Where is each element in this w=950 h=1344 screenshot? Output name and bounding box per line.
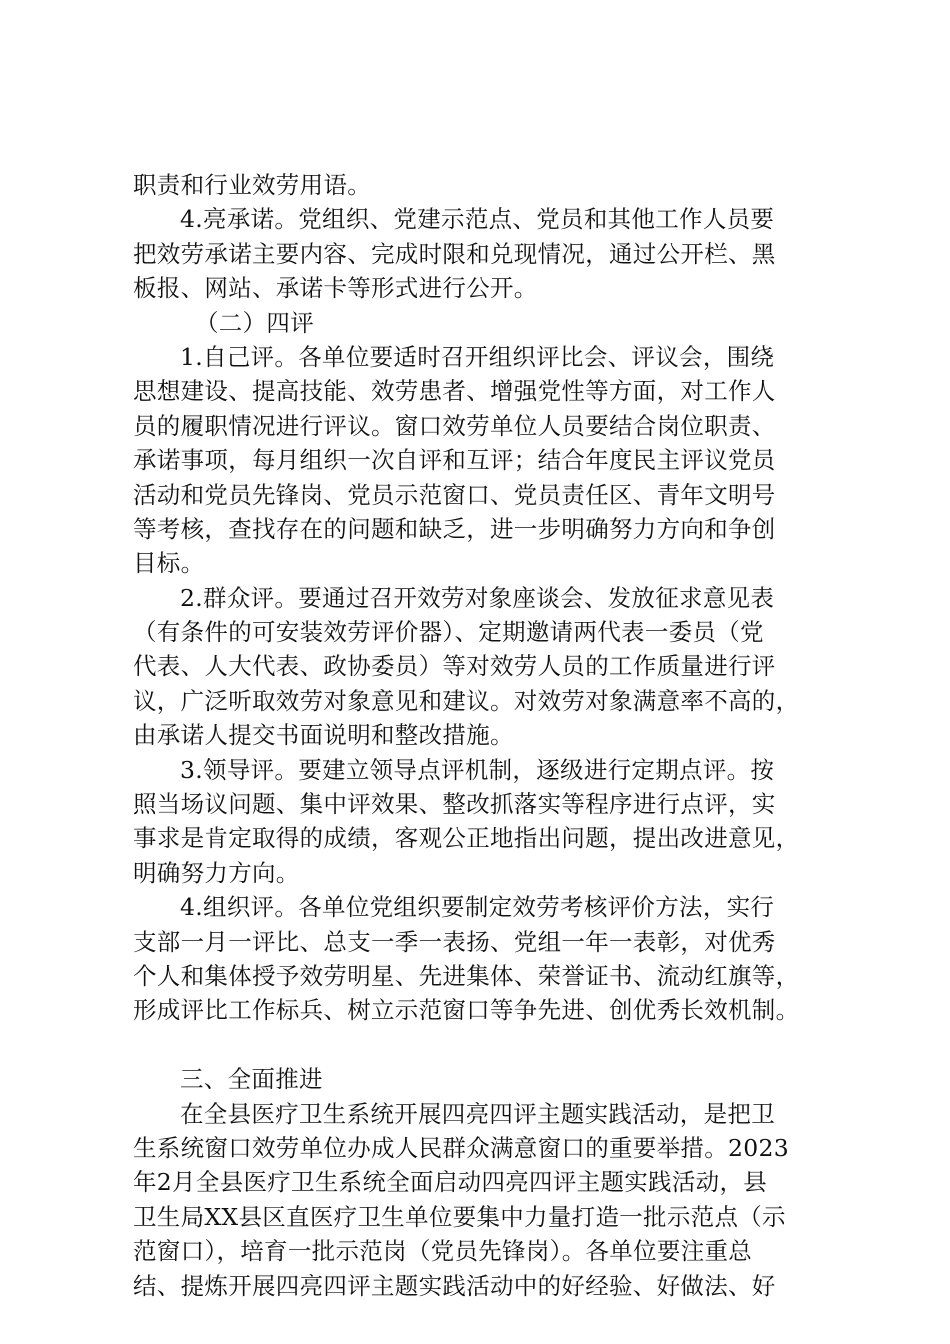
paragraph-line: 事求是肯定取得的成绩，客观公正地指出问题，提出改进意见， xyxy=(133,824,800,853)
paragraph-line: 议，广泛听取效劳对象意见和建议。对效劳对象满意率不高的， xyxy=(133,686,800,715)
paragraph-line: 承诺事项，每月组织一次自评和互评；结合年度民主评议党员 xyxy=(133,446,776,475)
paragraph-line: 板报、网站、承诺卡等形式进行公开。 xyxy=(133,274,538,303)
section-heading: 三、全面推进 xyxy=(180,1065,323,1094)
paragraph-line: 明确努力方向。 xyxy=(133,858,300,887)
section-heading: （二）四评 xyxy=(195,308,314,337)
paragraph-line: 代表、人大代表、政协委员）等对效劳人员的工作质量进行评 xyxy=(133,652,776,681)
paragraph-line: 等考核，查找存在的问题和缺乏，进一步明确努力方向和争创 xyxy=(133,514,776,543)
paragraph-line: 形成评比工作标兵、树立示范窗口等争先进、创优秀长效机制。 xyxy=(133,996,800,1025)
paragraph-line: 卫生局XX县区直医疗卫生单位要集中力量打造一批示范点（示 xyxy=(133,1202,786,1231)
paragraph-line: 把效劳承诺主要内容、完成时限和兑现情况，通过公开栏、黑 xyxy=(133,239,776,268)
paragraph-line: 1.自己评。各单位要适时召开组织评比会、评议会，围绕 xyxy=(180,342,775,371)
paragraph-line: 结、提炼开展四亮四评主题实践活动中的好经验、好做法、好 xyxy=(133,1271,776,1300)
paragraph-line: 照当场议问题、集中评效果、整改抓落实等程序进行点评，实 xyxy=(133,790,776,819)
paragraph-line: 员的履职情况进行评议。窗口效劳单位人员要结合岗位职责、 xyxy=(133,411,776,440)
paragraph-line: 思想建设、提高技能、效劳患者、增强党性等方面，对工作人 xyxy=(133,377,776,406)
paragraph-line: 2.群众评。要通过召开效劳对象座谈会、发放征求意见表 xyxy=(180,583,775,612)
paragraph-line: 职责和行业效劳用语。 xyxy=(133,171,371,199)
paragraph-line: 在全县医疗卫生系统开展四亮四评主题实践活动，是把卫 xyxy=(180,1099,775,1128)
paragraph-line: 3.领导评。要建立领导点评机制，逐级进行定期点评。按 xyxy=(180,755,775,784)
paragraph-line: 4.亮承诺。党组织、党建示范点、党员和其他工作人员要 xyxy=(180,205,775,234)
paragraph-line: （有条件的可安装效劳评价器）、定期邀请两代表一委员（党 xyxy=(133,618,764,647)
paragraph-line: 支部一月一评比、总支一季一表扬、党组一年一表彰，对优秀 xyxy=(133,927,776,956)
paragraph-line: 活动和党员先锋岗、党员示范窗口、党员责任区、青年文明号 xyxy=(133,480,776,509)
paragraph-line: 范窗口），培育一批示范岗（党员先锋岗）。各单位要注重总 xyxy=(133,1237,753,1266)
paragraph-line: 4.组织评。各单位党组织要制定效劳考核评价方法，实行 xyxy=(180,893,775,922)
paragraph-line: 由承诺人提交书面说明和整改措施。 xyxy=(133,721,514,750)
blank-line xyxy=(133,1028,823,1062)
document-body xyxy=(133,168,823,1303)
paragraph-line: 年2月全县医疗卫生系统全面启动四亮四评主题实践活动，县 xyxy=(133,1168,768,1197)
paragraph-line: 生系统窗口效劳单位办成人民群众满意窗口的重要举措。2023 xyxy=(133,1133,790,1162)
paragraph-line: 目标。 xyxy=(133,549,205,578)
paragraph-line: 个人和集体授予效劳明星、先进集体、荣誉证书、流动红旗等， xyxy=(133,961,800,990)
